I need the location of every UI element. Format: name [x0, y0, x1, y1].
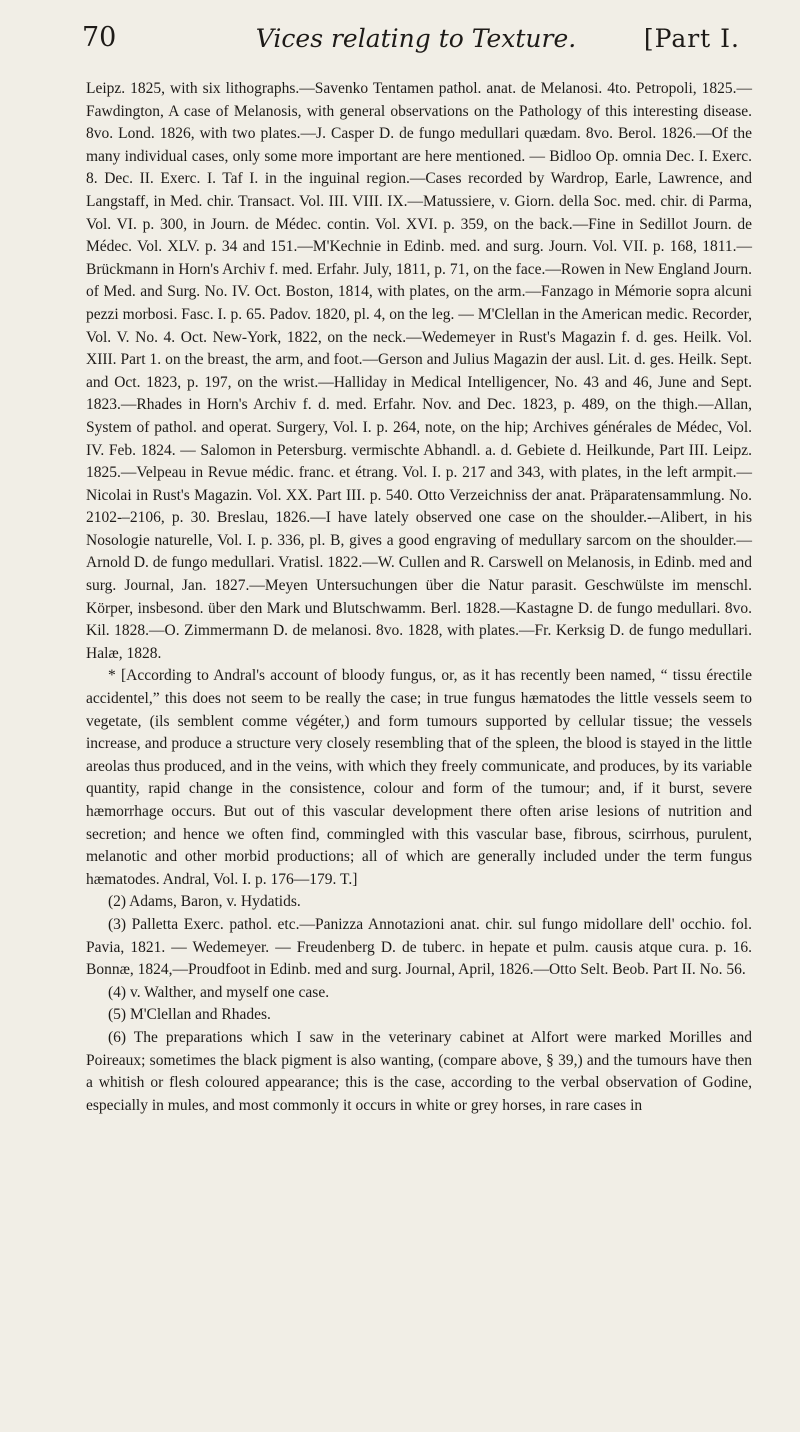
footnote-6: (6) The preparations which I saw in the veterinary cabinet at Alfort were marked Morilles and Poireaux; sometimes the black pigment is also wanting, (compare above, § 39,) and the tumours have then a whitish or flesh coloured appearance; this is the case, according to the verbal observation of Godine, especially in mules, and most commonly it occurs in white or grey horses, in rare cases in	[86, 1028, 752, 1114]
part-label: [Part I.	[643, 24, 740, 53]
page-number: 70	[82, 22, 117, 53]
footnote-2: (2) Adams, Baron, v. Hydatids.	[108, 893, 301, 911]
footnote-5: (5) M'Clellan and Rhades.	[108, 1006, 271, 1024]
running-title: Vices relating to Texture.	[255, 24, 577, 53]
running-header	[82, 20, 740, 66]
page-body	[86, 78, 752, 1117]
footnote-3: (3) Palletta Exerc. pathol. etc.—Panizza Annotazioni anat. chir. sul fungo midollare dell' occhio. fol. Pavia, 1821. — Wedemeyer. — Freudenberg D. de tuberc. in hepate et pulm. causis atque cura. p. 16. Bonnæ, 1824,—Proudfoot in Edinb. med and surg. Journal, April, 1826.—Otto Selt. Beob. Part II. No. 56.	[86, 915, 752, 979]
translator-note: * [According to Andral's account of bloody fungus, or, as it has recently been named, “ tissu érectile accidentel,” this does not seem to be really the case; in true fungus hæmatodes the little vessels seem to vegetate, (ils semblent comme végéter,) and form tumours supported by cellular tissue; the vessels increase, and produce a structure very closely resembling that of the spleen, the blood is stayed in the little areolas thus produced, and in the veins, with which they freely communicate, and produces, by its variable quantity, rapid change in the consistence, colour and form of the tumour; and, if it burst, severe hæmorrhage occurs. But out of this vascular development there often arise lesions of nutrition and secretion; and hence we often find, commingled with this vascular base, fibrous, scirrhous, purulent, melanotic and other morbid productions; all of which are generally included under the term fungus hæmatodes. Andral, Vol. I. p. 176—179. T.]	[86, 667, 752, 888]
bibliography-paragraph: Leipz. 1825, with six lithographs.—Savenko Tentamen pathol. anat. de Melanosi. 4to. Petropoli, 1825.—Fawdington, A case of Melanosis, with general observations on the Pathology of this interesting disease. 8vo. Lond. 1826, with two plates.—J. Casper D. de fungo medullari quædam. 8vo. Berol. 1826.—Of the many individual cases, only some more important are here mentioned. — Bidloo Op. omnia Dec. I. Exerc. 8. Dec. II. Exerc. I. Taf I. in the inguinal region.—Cases recorded by Wardrop, Earle, Lawrence, and Langstaff, in Med. chir. Transact. Vol. III. VIII. IX.—Matussiere, v. Giorn. della Soc. med. chir. di Parma, Vol. VI. p. 300, in Journ. de Médec. contin. Vol. XVI. p. 359, on the back.—Fine in Sedillot Journ. de Médec. Vol. XLV. p. 34 and 151.—M'Kechnie in Edinb. med. and surg. Journ. Vol. VII. p. 168, 1811.—Brückmann in Horn's Archiv f. med. Erfahr. July, 1811, p. 71, on the face.—Rowen in New England Journ. of Med. and Surg. No. IV. Oct. Boston, 1814, with plates, on the arm.—Fanzago in Mémorie sopra alcuni pezzi morbosi. Fasc. I. p. 65. Padov. 1820, pl. 4, on the leg. — M'Clellan in the American medic. Recorder, Vol. V. No. 4. Oct. New-York, 1822, on the neck.—Wedemeyer in Rust's Magazin f. d. ges. Heilk. Vol. XIII. Part 1. on the breast, the arm, and foot.—Gerson and Julius Magazin der ausl. Lit. d. ges. Heilk. Sept. and Oct. 1823, p. 197, on the wrist.—Halliday in Medical Intelligencer, No. 43 and 46, June and Sept. 1823.—Rhades in Horn's Archiv f. d. med. Erfahr. Nov. and Dec. 1823, p. 489, on the thigh.—Allan, System of pathol. and operat. Surgery, Vol. I. p. 264, note, on the hip; Archives générales de Médec, Vol. IV. Feb. 1824. — Salomon in Petersburg. vermischte Abhandl. a. d. Gebiete d. Heilkunde, Part III. Leipz. 1825.—Velpeau in Revue médic. franc. et étrang. Vol. I. p. 217 and 343, with plates, in the left armpit.—Nicolai in Rust's Magazin. Vol. XX. Part III. p. 540. Otto Verzeichniss der anat. Präparatensammlung. No. 2102-–2106, p. 30. Breslau, 1826.—I have lately observed one case on the shoulder.-–Alibert, in his Nosologie naturelle, Vol. I. p. 336, pl. B, gives a good engraving of medullary sarcom on the shoulder.—Arnold D. de fungo medullari. Vratisl. 1822.—W. Cullen and R. Carswell on Melanosis, in Edinb. med and surg. Journal, Jan. 1827.—Meyen Untersuchungen über die Natur parasit. Geschwülste im menschl. Körper, insbesond. über den Mark und Blutschwamm. Berl. 1828.—Kastagne D. de fungo medullari. 8vo. Kil. 1828.—O. Zimmermann D. de melanosi. 8vo. 1828, with plates.—Fr. Kerksig D. de fungo medullari. Halæ, 1828.	[86, 80, 752, 662]
footnote-4: (4) v. Walther, and myself one case.	[108, 983, 330, 1001]
